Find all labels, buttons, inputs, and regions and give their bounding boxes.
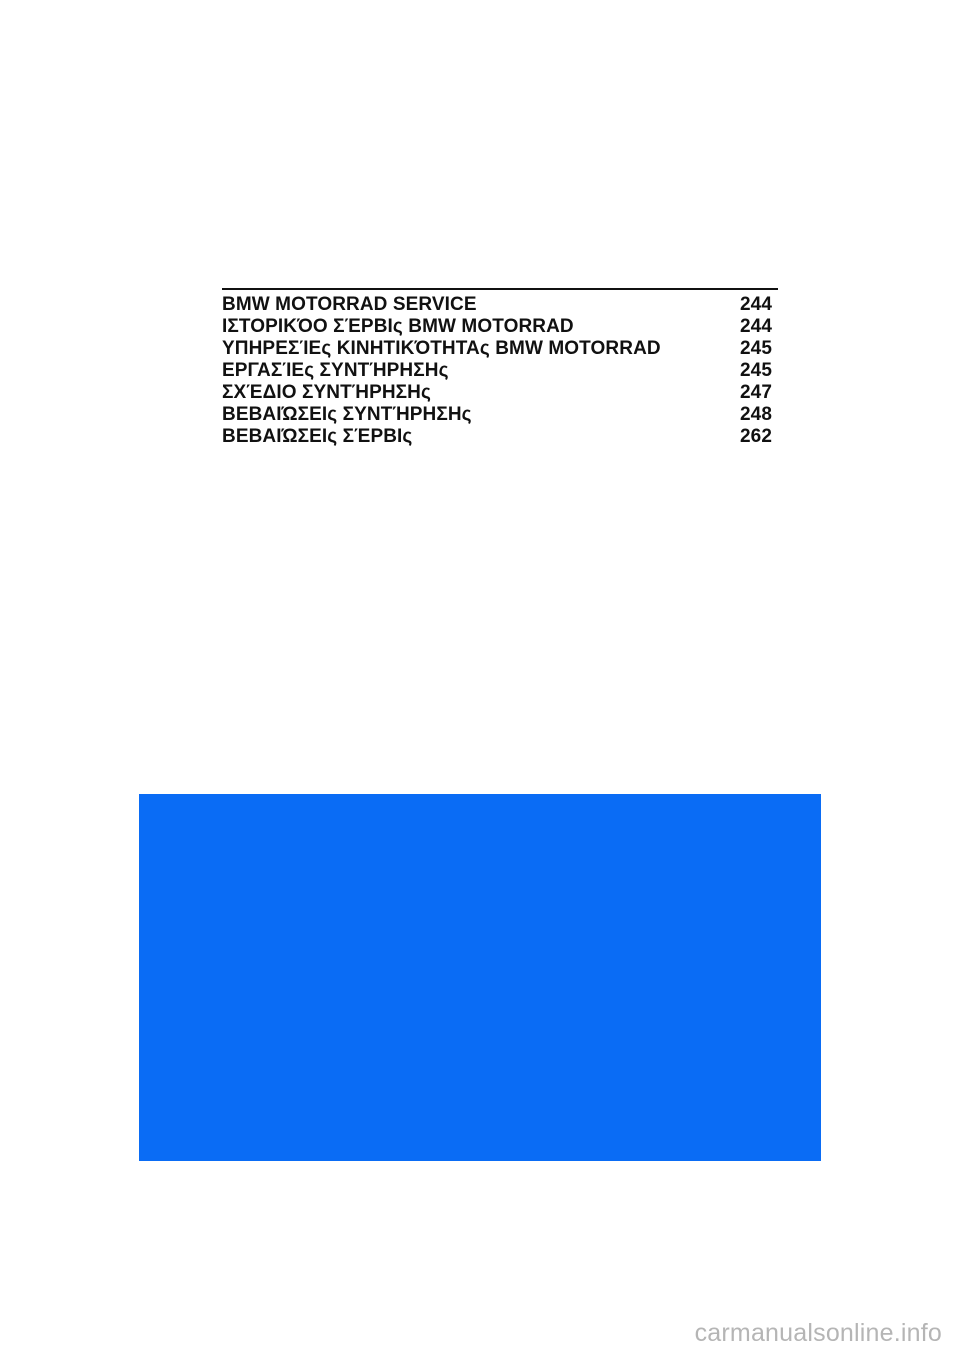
toc-entry-page: 245 [739,360,772,381]
toc-entry-page: 244 [739,294,772,315]
toc-entry-title: ΕΡΓΑΣΊΕς ΣΥΝΤΉΡΗΣΗς [222,360,449,381]
toc-entry-title: ΙΣΤΟΡΙΚΌΟ ΣΈΡΒΙς BMW MOTORRAD [222,316,574,337]
toc-entry-title: ΥΠΗΡΕΣΊΕς ΚΙΝΗΤΙΚΌΤΗΤΑς BMW MOTORRAD [222,338,661,359]
toc-entry[interactable] [222,360,778,382]
toc-entry-page: 247 [739,382,772,403]
toc-entry-page: 245 [739,338,772,359]
table-of-contents [222,288,778,448]
toc-entry-title: ΒΕΒΑΙΏΣΕΙς ΣΥΝΤΉΡΗΣΗς [222,404,472,425]
toc-entry[interactable] [222,404,778,426]
site-watermark: carmanualsonline.info [694,1319,942,1347]
toc-entry-title: ΣΧΈΔΙΟ ΣΥΝΤΉΡΗΣΗς [222,382,431,403]
chapter-color-panel [139,794,821,1161]
toc-entry[interactable] [222,316,778,338]
toc-entry-page: 244 [739,316,772,337]
toc-entry[interactable] [222,294,778,316]
toc-entry[interactable] [222,338,778,360]
toc-entry-page: 262 [739,426,772,447]
toc-entry[interactable] [222,426,778,448]
toc-entry-title: BMW MOTORRAD SERVICE [222,294,477,315]
toc-entry[interactable] [222,382,778,404]
toc-entry-page: 248 [739,404,772,425]
toc-entry-title: ΒΕΒΑΙΏΣΕΙς ΣΈΡΒΙς [222,426,413,447]
